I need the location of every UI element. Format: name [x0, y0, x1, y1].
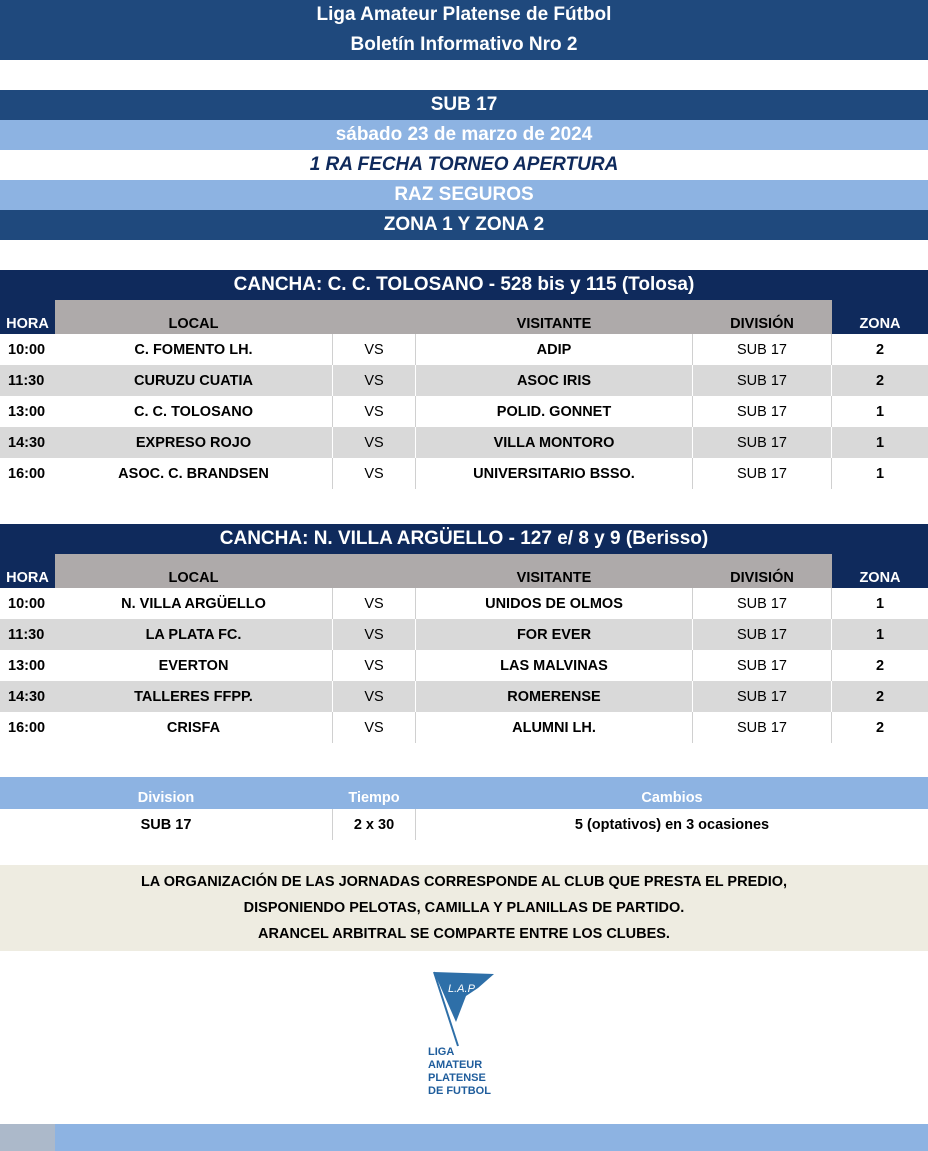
rules-header [0, 777, 928, 809]
home-team: EXPRESO ROJO [135, 434, 252, 451]
zone: 1 [875, 465, 885, 482]
match-time: 14:30 [8, 688, 46, 705]
header-visitante: VISITANTE [516, 316, 592, 332]
logo-text [428, 1046, 491, 1098]
match-time: 13:00 [8, 403, 46, 420]
zone: 1 [875, 403, 885, 420]
vs-label: VS [332, 681, 416, 712]
division: SUB 17 [692, 334, 832, 365]
zone: 2 [875, 341, 885, 358]
home-team: LA PLATA FC. [145, 626, 242, 643]
header-local: LOCAL [168, 316, 219, 332]
note-line: LA ORGANIZACIÓN DE LAS JORNADAS CORRESPONDE AL CLUB QUE PRESTA EL PREDIO, [140, 874, 788, 890]
table-row [0, 365, 928, 396]
footer-bar-left [0, 1124, 55, 1151]
home-team: C. FOMENTO LH. [134, 341, 253, 358]
venue-title: CANCHA: C. C. TOLOSANO - 528 bis y 115 (Tolosa) [0, 270, 928, 300]
division: SUB 17 [692, 619, 832, 650]
zone: 2 [875, 657, 885, 674]
category-band: SUB 17 [0, 90, 928, 120]
header-division: DIVISIÓN [730, 316, 794, 332]
table-header [0, 554, 928, 588]
header-hora: HORA [0, 300, 55, 334]
rules-row [0, 809, 928, 840]
rules-header-tiempo: Tiempo [348, 790, 400, 806]
bulletin-header [0, 0, 928, 60]
note-line: DISPONIENDO PELOTAS, CAMILLA Y PLANILLAS DE PARTIDO. [243, 900, 685, 916]
vs-label: VS [332, 396, 416, 427]
division: SUB 17 [692, 650, 832, 681]
division: SUB 17 [692, 458, 832, 489]
sponsor-band: RAZ SEGUROS [0, 180, 928, 210]
header-local: LOCAL [168, 570, 219, 586]
away-team: UNIVERSITARIO BSSO. [473, 465, 635, 482]
division: SUB 17 [692, 681, 832, 712]
match-time: 16:00 [8, 719, 46, 736]
table-row [0, 458, 928, 489]
away-team: ROMERENSE [507, 688, 601, 705]
match-time: 13:00 [8, 657, 46, 674]
division: SUB 17 [692, 396, 832, 427]
division: SUB 17 [692, 427, 832, 458]
vs-label: VS [332, 427, 416, 458]
match-time: 11:30 [8, 626, 45, 643]
header-division: DIVISIÓN [730, 570, 794, 586]
logo-line: LIGA [428, 1046, 455, 1058]
vs-label: VS [332, 365, 416, 396]
division: SUB 17 [692, 588, 832, 619]
vs-label: VS [332, 712, 416, 743]
match-time: 16:00 [8, 465, 46, 482]
table-row [0, 619, 928, 650]
header-zona: ZONA [832, 554, 928, 588]
logo-line: DE FUTBOL [428, 1085, 491, 1097]
rules-tiempo: 2 x 30 [332, 809, 416, 840]
home-team: TALLERES FFPP. [134, 688, 253, 705]
rules-header-division: Division [137, 790, 195, 806]
away-team: LAS MALVINAS [500, 657, 608, 674]
away-team: UNIDOS DE OLMOS [485, 595, 623, 612]
zone: 2 [875, 372, 885, 389]
venue-title: CANCHA: N. VILLA ARGÜELLO - 127 e/ 8 y 9 (Berisso) [0, 524, 928, 554]
table-row [0, 334, 928, 365]
table-row [0, 650, 928, 681]
footer-bar [55, 1124, 928, 1151]
table-header [0, 300, 928, 334]
away-team: ADIP [536, 341, 572, 358]
rules-header-cambios: Cambios [641, 790, 703, 806]
table-row [0, 588, 928, 619]
table-row [0, 396, 928, 427]
home-team: C. C. TOLOSANO [134, 403, 253, 420]
away-team: FOR EVER [516, 626, 592, 643]
table-row [0, 681, 928, 712]
table-row [0, 427, 928, 458]
rules-division: SUB 17 [140, 816, 192, 833]
home-team: N. VILLA ARGÜELLO [121, 595, 266, 612]
vs-label: VS [332, 619, 416, 650]
zone: 1 [875, 595, 885, 612]
zones-band: ZONA 1 Y ZONA 2 [0, 210, 928, 240]
away-team: VILLA MONTORO [493, 434, 615, 451]
date-band: sábado 23 de marzo de 2024 [0, 120, 928, 150]
vs-label: VS [332, 650, 416, 681]
zone: 2 [875, 719, 885, 736]
vs-label: VS [332, 334, 416, 365]
match-time: 14:30 [8, 434, 46, 451]
league-name: Liga Amateur Platense de Fútbol [316, 4, 612, 25]
home-team: ASOC. C. BRANDSEN [118, 465, 269, 482]
away-team: ALUMNI LH. [512, 719, 596, 736]
table-row [0, 712, 928, 743]
header-visitante: VISITANTE [516, 570, 592, 586]
flag-text: L.A.P. [448, 983, 477, 995]
home-team: CURUZU CUATIA [134, 372, 253, 389]
zone: 2 [875, 688, 885, 705]
match-time: 11:30 [8, 372, 45, 389]
vs-label: VS [332, 588, 416, 619]
match-time: 10:00 [8, 595, 46, 612]
division: SUB 17 [692, 712, 832, 743]
note-line: ARANCEL ARBITRAL SE COMPARTE ENTRE LOS CLUBES. [258, 926, 670, 942]
bulletin-number: Boletín Informativo Nro 2 [350, 34, 578, 55]
division: SUB 17 [692, 365, 832, 396]
header-zona: ZONA [832, 300, 928, 334]
logo-line: PLATENSE [428, 1072, 486, 1084]
away-team: ASOC IRIS [516, 372, 592, 389]
rules-cambios: 5 (optativos) en 3 ocasiones [574, 816, 770, 833]
zone: 1 [875, 434, 885, 451]
zone: 1 [875, 626, 885, 643]
header-hora: HORA [0, 554, 55, 588]
away-team: POLID. GONNET [496, 403, 612, 420]
logo-line: AMATEUR [428, 1059, 483, 1071]
home-team: CRISFA [166, 719, 221, 736]
round-band: 1 RA FECHA TORNEO APERTURA [0, 150, 928, 180]
organization-note [0, 865, 928, 951]
match-time: 10:00 [8, 341, 46, 358]
home-team: EVERTON [158, 657, 229, 674]
vs-label: VS [332, 458, 416, 489]
